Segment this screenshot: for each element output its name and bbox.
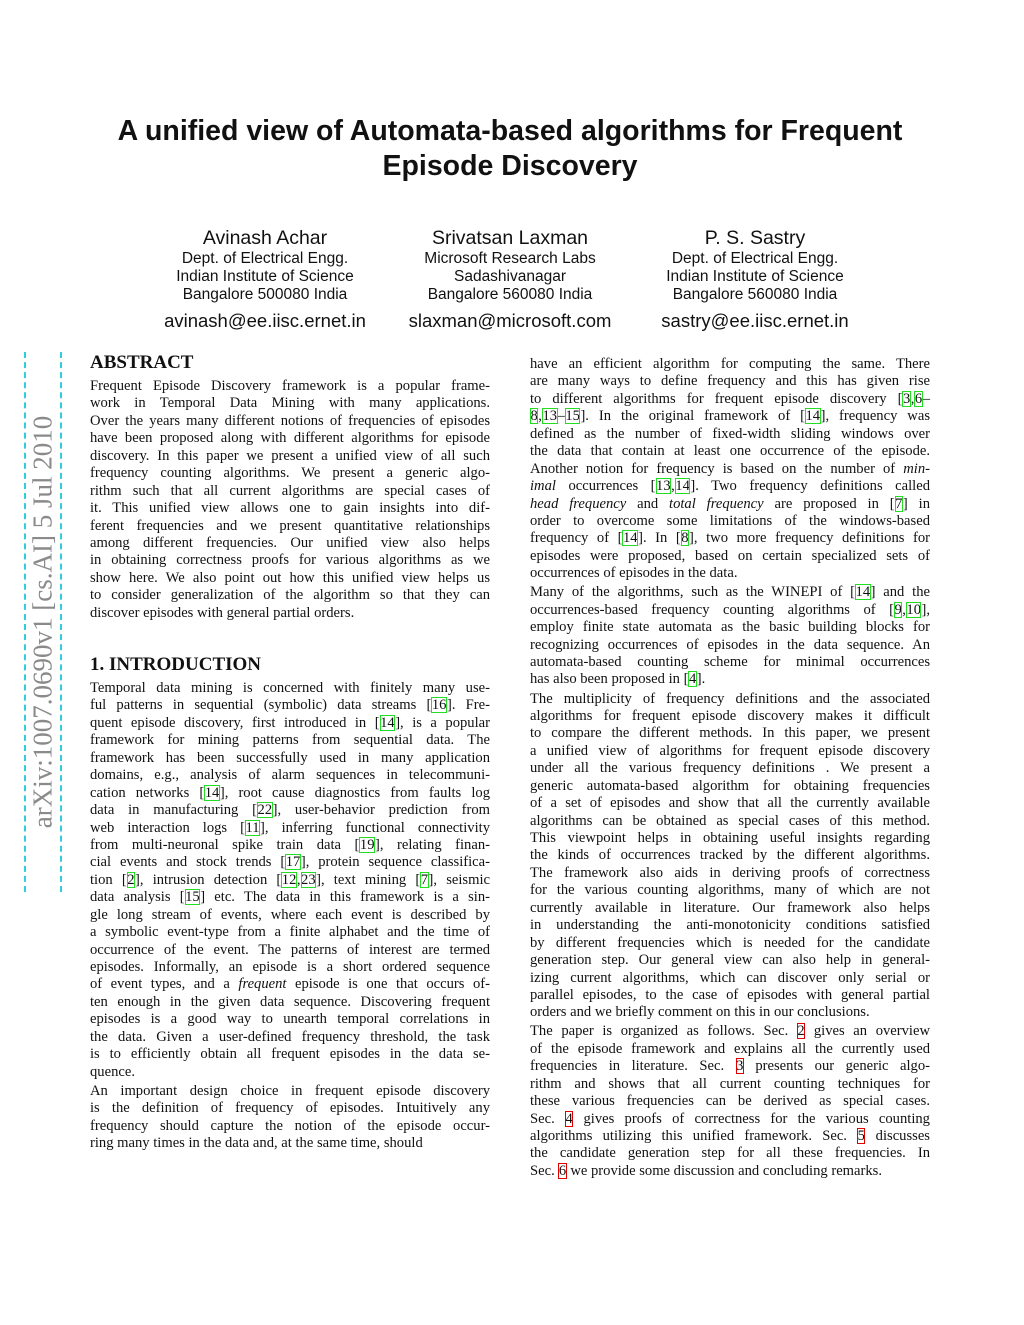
author-affiliation: Bangalore 560080 India <box>427 286 593 303</box>
citation-link[interactable]: 7 <box>420 871 429 888</box>
title-line: Episode Discovery <box>382 150 638 182</box>
author-email: slaxman@microsoft.com <box>408 310 612 331</box>
right-column-body <box>530 356 930 1180</box>
text-line: among different frequencies. Our unified view also helps <box>90 534 490 551</box>
paper-title <box>60 114 960 184</box>
citation-link[interactable]: 12 <box>281 871 297 888</box>
emphasis: min- <box>903 460 930 477</box>
text-line: gle long stream of events, where each event is described by <box>90 906 490 923</box>
citation-link[interactable]: 3 <box>902 390 911 407</box>
text-line: The framework also aids in deriving proofs of correctness <box>530 864 930 881</box>
author-affiliation: Dept. of Electrical Engg. <box>181 250 349 267</box>
text-line: order to overcome some limitations of the windows-based <box>530 512 930 529</box>
citation-link[interactable]: 14 <box>380 714 395 731</box>
text-line: in understanding the anti-monotonicity conditions satisfied <box>530 917 930 934</box>
section-ref-link[interactable]: 2 <box>797 1023 805 1040</box>
text-line: employ finite state automata as the basic building blocks for <box>530 619 930 636</box>
text-line: the candidate generation step for all these frequencies. In <box>530 1145 930 1162</box>
citation-link[interactable]: 15 <box>185 889 200 906</box>
abstract-heading: ABSTRACT <box>90 352 194 373</box>
text-line: imal occurrences [13,14]. Two frequency definitions called <box>530 478 930 495</box>
citation-link[interactable]: 16 <box>431 697 447 714</box>
text-line: cial events and stock trends [17], protein sequence classifica- <box>90 854 490 871</box>
text-line: the data. Given a user-defined frequency threshold, the task <box>90 1028 490 1045</box>
left-column <box>90 352 490 624</box>
text-line: the kinds of occurrences tracked by the different algorithms. <box>530 847 930 864</box>
paragraph <box>530 1023 930 1180</box>
text-line: parallel episodes, to the case of episodes with general partial <box>530 986 930 1003</box>
text-line: Over the years many different notions of frequencies of episodes <box>90 412 490 429</box>
text-line: of a set of episodes and show that all the currently available <box>530 795 930 812</box>
author-block <box>380 226 640 332</box>
citation-link[interactable]: 14 <box>204 784 220 801</box>
text-line: have been proposed along with different algorithms for episode <box>90 430 490 447</box>
text-line: This viewpoint helps in obtaining useful insights regarding <box>530 830 930 846</box>
text-line: have an efficient algorithm for computing the same. There <box>530 356 930 372</box>
citation-link[interactable]: 4 <box>688 671 697 688</box>
citation-link[interactable]: 14 <box>622 530 638 547</box>
text-line: tion [2], intrusion detection [12,23], text mining [7], seismic <box>90 871 490 888</box>
text-line: are many ways to define frequency and this has given rise <box>530 373 930 390</box>
text-line: quence. <box>90 1063 135 1080</box>
text-line: is to efficiently obtain all frequent episodes in the data se- <box>90 1046 490 1063</box>
author-affiliation: Dept. of Electrical Engg. <box>671 250 839 267</box>
author-affiliation: Microsoft Research Labs <box>424 250 596 267</box>
text-line: Temporal data mining is concerned with finitely many use- <box>90 680 490 696</box>
author-email: avinash@ee.iisc.ernet.in <box>164 310 366 331</box>
arxiv-sidebar-stamp <box>24 352 62 892</box>
citation-link[interactable]: 17 <box>285 854 301 871</box>
text-line: occurrence of the event. The patterns of interest are termed <box>90 941 490 958</box>
text-line: algorithms utilizing this unified framework. Sec. 5 discusses <box>530 1128 930 1145</box>
text-line: the data that contain at least one occurrence of the episode. <box>530 443 930 460</box>
text-line: a symbolic event-type from a finite alphabet and the time of <box>90 924 490 941</box>
text-line: generation step. Our general view can also help in general- <box>530 952 930 969</box>
paragraph <box>530 691 930 1022</box>
text-line: frequency of [14]. In [8], two more frequency definitions for <box>530 530 931 547</box>
citation-link[interactable]: 22 <box>257 802 273 819</box>
text-line: frequency counting algorithms. We present a generic algo- <box>90 465 490 482</box>
text-line: occurrences of episodes in the data. <box>530 565 738 582</box>
text-line: has also been proposed in [4]. <box>530 671 706 688</box>
text-line: Another notion for frequency is based on the number of min- <box>530 460 930 477</box>
citation-link[interactable]: 8 <box>681 530 689 547</box>
citation-link[interactable]: 14 <box>675 478 690 495</box>
text-line: ful patterns in sequential (symbolic) data streams [16]. Fre- <box>90 697 490 714</box>
paragraph <box>90 378 490 622</box>
text-line: frequency should capture the notion of the episode occur- <box>90 1117 490 1134</box>
text-line: it. This unified view allows one to gain insights into dif- <box>90 500 490 517</box>
author-affiliation: Indian Institute of Science <box>666 268 844 285</box>
emphasis: total frequency <box>669 495 764 512</box>
paragraph <box>530 356 930 583</box>
text-line: defined as the number of fixed-width sliding windows over <box>530 425 930 442</box>
text-line: rithm such that all current algorithms are special cases of <box>90 482 490 499</box>
text-line: algorithms can be obtained as special cases of this method. <box>530 812 930 829</box>
section-ref-link[interactable]: 5 <box>857 1128 865 1145</box>
text-line: currently available in literature. Our framework also helps <box>530 899 930 916</box>
text-line: frequencies in literature. Sec. 3 presents our generic algo- <box>530 1058 931 1075</box>
author-affiliation: Sadashivanagar <box>453 268 567 285</box>
citation-link[interactable]: 2 <box>127 871 135 888</box>
text-line: by different frequencies which is needed for the candidate <box>530 934 930 951</box>
citation-link[interactable]: 14 <box>855 584 871 601</box>
text-line: work in Temporal Data Mining with many applications. <box>90 395 490 412</box>
citation-link[interactable]: 19 <box>359 836 375 853</box>
citation-link[interactable]: 14 <box>805 408 821 425</box>
citation-link[interactable]: 7 <box>895 495 903 512</box>
citation-link[interactable]: 6 <box>914 390 923 407</box>
paragraph <box>90 680 490 1081</box>
text-line: automata-based counting scheme for minimal occurrences <box>530 654 930 671</box>
text-line: framework for mining patterns from sequential data. The <box>90 732 490 749</box>
text-line: in obtaining correctness proofs for various algorithms as we <box>90 552 490 569</box>
text-line: recognizing occurrences of episodes in the data sequence. An <box>530 636 930 653</box>
author-affiliation: Bangalore 500080 India <box>182 286 348 303</box>
author-block <box>135 226 395 332</box>
citation-link[interactable]: 15 <box>565 408 580 425</box>
text-line: data in manufacturing [22], user-behavior prediction from <box>90 802 490 819</box>
text-line: web interaction logs [11], inferring functional connectivity <box>90 819 490 836</box>
text-line: algorithms for frequent episode discovery makes it difficult <box>530 707 930 724</box>
section-ref-link[interactable]: 6 <box>558 1162 567 1179</box>
citation-link[interactable]: 9 <box>894 601 902 618</box>
author-name: Srivatsan Laxman <box>431 227 589 249</box>
text-line: rithm and shows that all current counting techniques for <box>530 1075 930 1092</box>
citation-link[interactable]: 23 <box>301 871 316 888</box>
text-line: discovery. In this paper we present a unified view of all such <box>90 447 490 464</box>
text-line: a unified view of algorithms for frequent episode discovery <box>530 742 930 759</box>
text-line: orders and we briefly comment on this in our conclusions. <box>530 1004 870 1021</box>
left-column-intro <box>90 654 490 1154</box>
text-line: discover episodes with general partial orders. <box>90 604 355 621</box>
text-line: cation networks [14], root cause diagnostics from faults log <box>90 784 490 801</box>
paragraph <box>90 1083 490 1153</box>
citation-link[interactable]: 13 <box>542 408 558 425</box>
text-line: show here. We also point out how this unified view helps us <box>90 569 490 586</box>
citation-link[interactable]: 13 <box>656 478 671 495</box>
text-line: for the various counting algorithms, many of which are not <box>530 882 930 899</box>
arxiv-id: arXiv:1007.0690v1 [cs.AI] 5 Jul 2010 <box>27 415 58 829</box>
author-email: sastry@ee.iisc.ernet.in <box>661 310 849 331</box>
text-line: to consider generalization of the algorithm so that they can <box>90 587 490 604</box>
text-line: these various frequencies can be derived as special cases. <box>530 1093 930 1110</box>
author-affiliation: Indian Institute of Science <box>176 268 354 285</box>
emphasis: head frequency <box>530 495 627 512</box>
author-name: Avinash Achar <box>202 227 328 249</box>
emphasis: frequent <box>238 976 287 993</box>
text-line: from multi-neuronal spike train data [19], relating finan- <box>90 836 490 853</box>
text-line: ring many times in the data and, at the same time, should <box>90 1134 423 1151</box>
section-ref-link[interactable]: 3 <box>736 1058 744 1075</box>
text-line: quent episode discovery, first introduced in [14], is a popular <box>90 714 490 731</box>
right-column <box>530 356 930 1182</box>
text-line: generic automata-based algorithm for obtaining frequencies <box>530 777 930 794</box>
text-line: framework has been successfully used in many application <box>90 749 490 766</box>
text-line: ferent frequencies and we present quantitative relationships <box>90 517 490 534</box>
text-line: of event types, and a frequent episode is one that occurs of- <box>90 976 490 993</box>
text-line: occurrences-based frequency counting algorithms of [9,10], <box>530 601 930 618</box>
text-line: is the definition of frequency of episodes. Intuitively any <box>90 1100 490 1117</box>
text-line: under all the various frequency definitions . We present a <box>530 760 930 777</box>
text-line: The paper is organized as follows. Sec. 2 gives an overview <box>530 1023 931 1040</box>
text-line: domains, e.g., analysis of alarm sequences in telecommuni- <box>90 767 490 784</box>
text-line: episodes were proposed, based on certain specialized sets of <box>530 547 930 564</box>
text-line: data analysis [15] etc. The data in this framework is a sin- <box>90 889 490 906</box>
abstract-body <box>90 378 490 622</box>
text-line: Sec. 6 we provide some discussion and concluding remarks. <box>530 1162 882 1179</box>
introduction-heading: 1. INTRODUCTION <box>90 654 262 675</box>
author-block <box>625 226 885 332</box>
citation-link[interactable]: 11 <box>245 819 260 836</box>
text-line: to compare the different methods. In this paper, we present <box>530 725 930 742</box>
text-line: ten enough in the given data sequence. Discovering frequent <box>90 993 490 1010</box>
text-line: izing current algorithms, which can discover only serial or <box>530 969 930 986</box>
text-line: Frequent Episode Discovery framework is a popular frame- <box>90 378 490 394</box>
text-line: episodes is a good way to unearth temporal correlations in <box>90 1011 490 1028</box>
paragraph <box>530 584 930 689</box>
introduction-body <box>90 680 490 1152</box>
section-ref-link[interactable]: 4 <box>565 1110 573 1127</box>
citation-link[interactable]: 8 <box>530 408 538 425</box>
text-line: of the episode framework and explains all the currently used <box>530 1040 930 1057</box>
author-name: P. S. Sastry <box>704 227 806 249</box>
text-line: Many of the algorithms, such as the WINEPI of [14] and the <box>530 584 931 601</box>
text-line: head frequency and total frequency are proposed in [7] in <box>530 495 930 512</box>
text-line: to different algorithms for frequent episode discovery [3,6– <box>530 390 930 407</box>
text-line: episodes. Informally, an episode is a short ordered sequence <box>90 959 490 975</box>
text-line: The multiplicity of frequency definitions and the associated <box>530 690 930 707</box>
text-line: An important design choice in frequent episode discovery <box>90 1082 490 1099</box>
emphasis: imal <box>530 478 556 495</box>
title-line: A unified view of Automata-based algorithms for Frequent <box>117 115 903 147</box>
text-line: 8,13–15]. In the original framework of [14], frequency was <box>530 408 930 425</box>
author-affiliation: Bangalore 560080 India <box>672 286 838 303</box>
text-line: Sec. 4 gives proofs of correctness for the various counting <box>530 1110 930 1127</box>
citation-link[interactable]: 10 <box>906 601 921 618</box>
